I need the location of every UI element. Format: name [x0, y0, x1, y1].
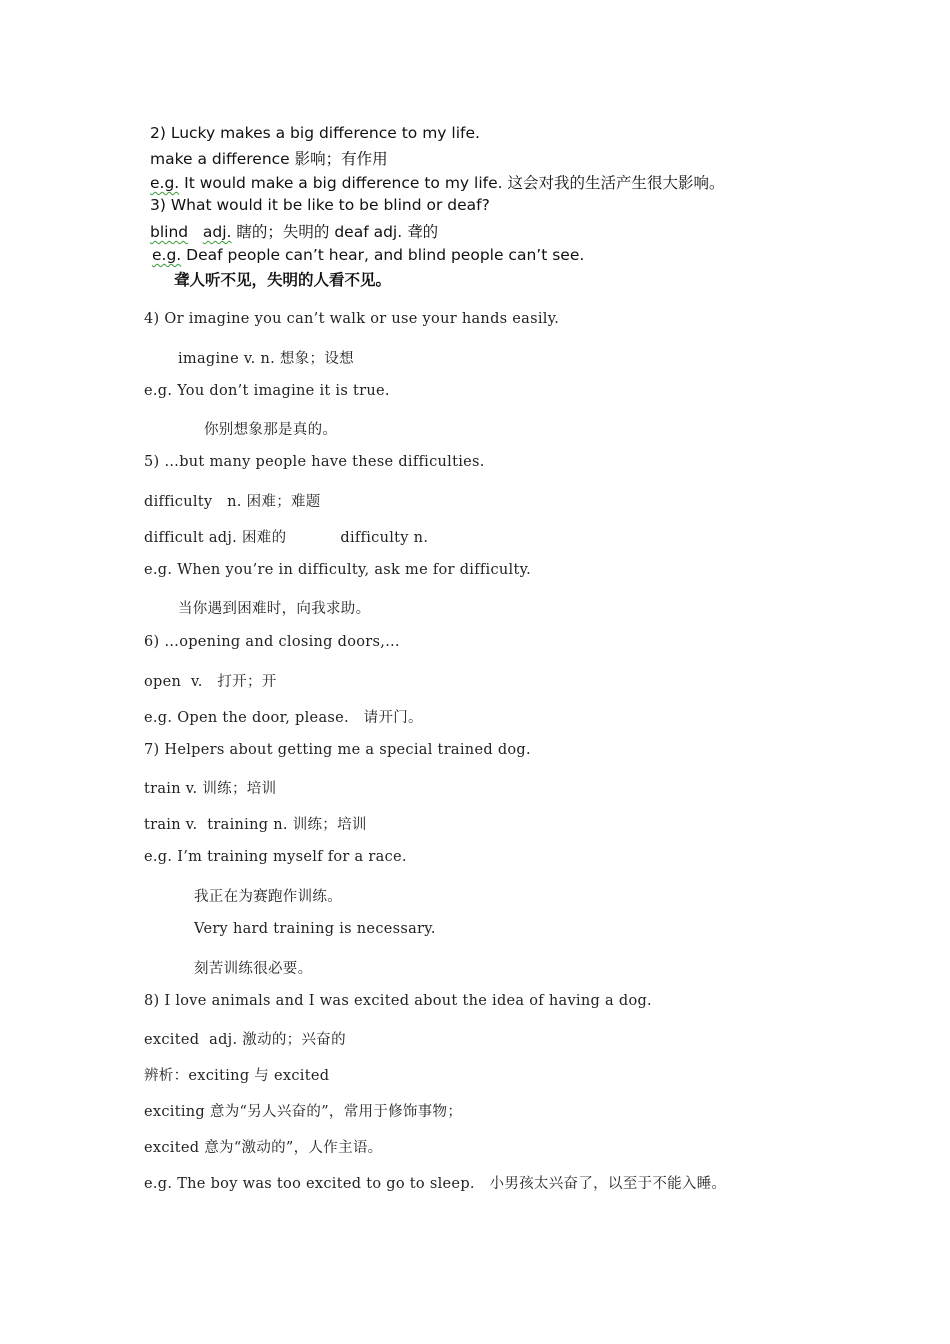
- image-line-7: 聋人听不见，失明的人看不见。: [174, 271, 392, 289]
- doc-line: 4) Or imagine you can’t walk or use your hands easily.: [144, 311, 560, 327]
- doc-line: 当你遇到困难时，向我求助。: [178, 601, 371, 617]
- doc-line: open v. 打开；开: [144, 674, 277, 690]
- eg-label: e.g.: [152, 246, 182, 264]
- doc-line: e.g. The boy was too excited to go to sleep. 小男孩太兴奋了，以至于不能入睡。: [144, 1176, 727, 1192]
- pos-adj: adj.: [202, 223, 232, 241]
- doc-line: train v. training n. 训练；培训: [144, 817, 367, 833]
- word-blind: blind: [150, 223, 189, 241]
- doc-line: 8) I love animals and I was excited about the idea of having a dog.: [144, 993, 652, 1009]
- doc-line: 6) …opening and closing doors,…: [144, 634, 400, 650]
- embedded-notes-image: [148, 122, 748, 292]
- doc-line: excited adj. 激动的；兴奋的: [144, 1032, 346, 1048]
- doc-line: exciting 意为“另人兴奋的”，常用于修饰事物；: [144, 1104, 463, 1120]
- doc-line: 刻苦训练很必要。: [194, 961, 313, 977]
- example-sentence: Deaf people can’t hear, and blind people can’t see.: [181, 246, 585, 264]
- doc-line: 7) Helpers about getting me a special trained dog.: [144, 742, 531, 758]
- doc-line: 辨析：exciting 与 excited: [144, 1068, 330, 1084]
- image-line-2: make a difference 影响；有作用: [150, 150, 388, 168]
- doc-line: difficulty n. 困难；难题: [144, 494, 321, 510]
- doc-line: imagine v. n. 想象；设想: [178, 351, 354, 367]
- doc-line: e.g. I’m training myself for a race.: [144, 849, 407, 865]
- doc-line: 5) …but many people have these difficulties.: [144, 454, 485, 470]
- doc-line: e.g. When you’re in difficulty, ask me for difficulty.: [144, 562, 532, 578]
- doc-line: 你别想象那是真的。: [204, 422, 338, 438]
- doc-line: e.g. Open the door, please. 请开门。: [144, 710, 423, 726]
- doc-line: difficult adj. 困难的 difficulty n.: [144, 530, 429, 546]
- image-line-4: 3) What would it be like to be blind or deaf?: [150, 196, 490, 214]
- doc-line: 我正在为赛跑作训练。: [194, 889, 342, 905]
- image-line-3: [150, 171, 725, 193]
- image-line-5: [150, 220, 438, 242]
- doc-line: Very hard training is necessary.: [194, 921, 436, 937]
- eg-label: e.g.: [150, 174, 180, 192]
- image-line-6: [152, 246, 584, 264]
- image-line-1: 2) Lucky makes a big difference to my life.: [150, 124, 480, 142]
- doc-line: excited 意为“激动的”，人作主语。: [144, 1140, 383, 1156]
- doc-line: e.g. You don’t imagine it is true.: [144, 383, 390, 399]
- definition-text: 瞎的；失明的 deaf adj. 聋的: [231, 223, 439, 241]
- example-sentence: It would make a big difference to my life. 这会对我的生活产生很大影响。: [179, 174, 725, 192]
- doc-line: train v. 训练；培训: [144, 781, 277, 797]
